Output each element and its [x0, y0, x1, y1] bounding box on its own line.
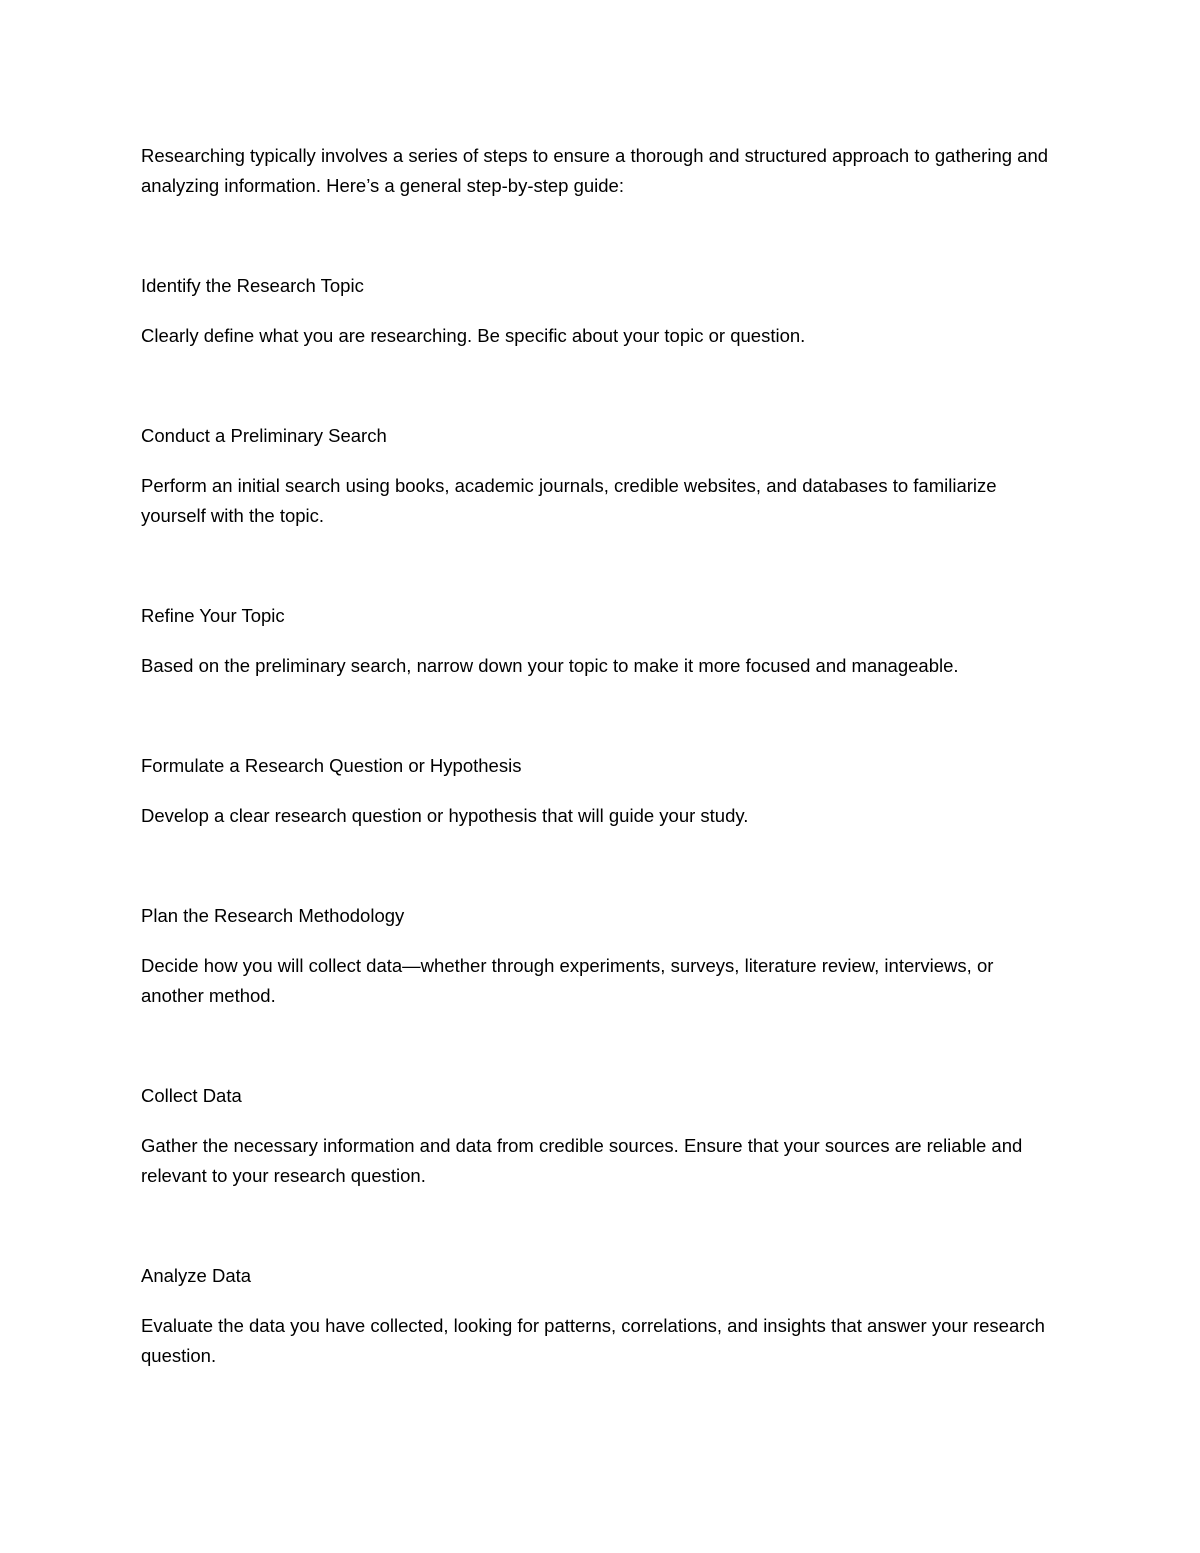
step-title: Refine Your Topic — [141, 605, 285, 626]
step-description: Perform an initial search using books, academic journals, credible websites, and databases to familiarize yourself with the topic. — [141, 475, 997, 526]
step-description: Gather the necessary information and data from credible sources. Ensure that your sources are reliable and relevant to your research question. — [141, 1135, 1023, 1186]
step-title: Plan the Research Methodology — [141, 905, 405, 926]
step-title: Collect Data — [141, 1085, 242, 1106]
step-description: Clearly define what you are researching. Be specific about your topic or question. — [141, 325, 806, 346]
step-title: Identify the Research Topic — [141, 275, 364, 296]
step-title: Analyze Data — [141, 1265, 252, 1286]
step-identify-topic — [141, 271, 1059, 351]
step-analyze-data — [141, 1261, 1059, 1371]
step-description: Decide how you will collect data—whether through experiments, surveys, literature review, interviews, or another method. — [141, 955, 994, 1006]
step-title: Conduct a Preliminary Search — [141, 425, 387, 446]
step-description: Evaluate the data you have collected, looking for patterns, correlations, and insights that answer your research question. — [141, 1315, 1045, 1366]
step-refine-topic — [141, 601, 1059, 681]
step-description: Based on the preliminary search, narrow down your topic to make it more focused and manageable. — [141, 655, 959, 676]
document-body — [141, 141, 1059, 1441]
step-preliminary-search — [141, 421, 1059, 531]
intro-paragraph: Researching typically involves a series of steps to ensure a thorough and structured approach to gathering and analyzing information. Here’s a general step-by-step guide: — [141, 145, 1049, 196]
step-plan-methodology — [141, 901, 1059, 1011]
step-description: Develop a clear research question or hypothesis that will guide your study. — [141, 805, 749, 826]
step-title: Formulate a Research Question or Hypothesis — [141, 755, 522, 776]
step-collect-data — [141, 1081, 1059, 1191]
step-formulate-question — [141, 751, 1059, 831]
